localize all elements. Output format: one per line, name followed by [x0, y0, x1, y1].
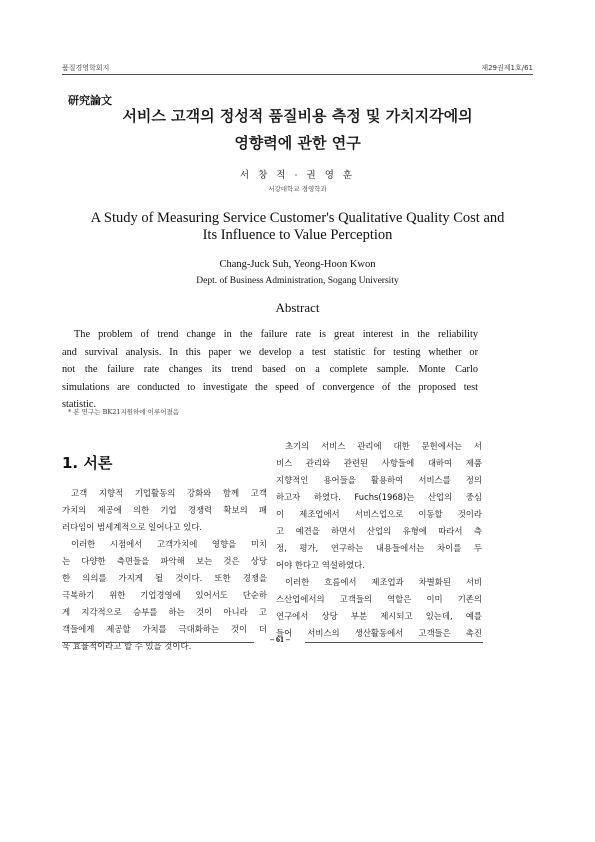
- text-line: 하고자 하였다. Fuchs(1968)는 산업의 중심: [276, 492, 482, 502]
- abstract-line: statistic.: [62, 399, 97, 411]
- page-number: – 61 –: [270, 635, 290, 644]
- header-divider: [62, 74, 533, 75]
- right-column: [276, 438, 482, 642]
- text-line: 지향적인 용어들을 활용하여 서비스를 정의: [276, 475, 482, 485]
- funding-footnote: * 본 연구는 BK21지원하에 이루어졌음: [68, 408, 180, 416]
- text-line: 연구에서 상당 부분 제시되고 있는데, 예를: [276, 611, 482, 621]
- paragraph: [276, 438, 482, 574]
- text-line: 고객 지향적 기업활동의 강화와 함께 고객: [71, 488, 267, 498]
- text-line: 스산업에서의 고객들의 역할은 이미 기존의: [276, 594, 482, 604]
- paragraph: [62, 485, 267, 536]
- korean-authors: 서 창 적 · 권 영 훈: [239, 170, 356, 181]
- text-line: 욱 효율적이라고 할 수 있을 것이다.: [62, 641, 192, 651]
- text-line: 어야 한다고 역설하였다.: [276, 560, 365, 570]
- text-line: 고 예견을 하면서 산업의 유형에 따라서 측: [276, 526, 482, 536]
- abstract-line: not the failure rate changes its trend based on a complete sample. Monte Carlo: [62, 364, 478, 376]
- korean-affiliation: 서강대학교 경영학과: [268, 185, 327, 193]
- english-title-line-2: Its Influence to Value Perception: [202, 227, 393, 243]
- text-line: 이 제조업에서 서비스업으로 이동할 것이라: [276, 509, 482, 519]
- paragraph: [62, 536, 267, 655]
- text-line: 극복하기 위한 기업경영에 있어서도 단순하: [62, 590, 267, 600]
- english-affiliation: Dept. of Business Administration, Sogang University: [196, 276, 399, 286]
- text-line: 객들에게 제공할 가치를 극대화하는 것이 더: [62, 624, 267, 634]
- text-line: 러다임이 범세계적으로 일어나고 있다.: [62, 522, 203, 532]
- text-line: 들어 서비스의 생산활동에서 고객들은 촉진: [276, 628, 482, 638]
- korean-title-line-1: 서비스 고객의 정성적 품질비용 측정 및 가치지각에의: [122, 107, 473, 125]
- text-line: 이러한 시점에서 고객가치에 영향을 미치: [71, 539, 267, 549]
- left-column: [62, 485, 267, 655]
- text-line: 이러한 흐름에서 제조업과 차별화된 서비: [285, 577, 482, 587]
- text-line: 초기의 서비스 관리에 대한 문헌에서는 서: [285, 441, 482, 451]
- text-line: 는 다양한 측면들을 파악해 보는 것은 상당: [62, 556, 267, 566]
- english-title-line-1: A Study of Measuring Service Customer's Qualitative Quality Cost and: [90, 210, 505, 226]
- text-line: 한 의의를 가지게 될 것이다. 또한 경쟁을: [62, 573, 267, 583]
- abstract-line: simulations are conducted to investigate the speed of convergence of the proposed test: [62, 381, 478, 393]
- korean-title-line-2: 영향력에 관한 연구: [234, 134, 361, 152]
- text-line: 비스 관리와 관련된 사항들에 대하여 제품: [276, 458, 482, 468]
- abstract-body: [62, 326, 478, 414]
- section-heading: 1. 서론: [62, 454, 113, 472]
- paragraph: [276, 574, 482, 642]
- text-line: 정, 평가, 연구하는 내용들에서는 차이를 두: [276, 543, 482, 553]
- footer-rule-left: [62, 642, 254, 643]
- abstract-heading: Abstract: [275, 300, 320, 315]
- footer-rule-right: [305, 642, 483, 643]
- abstract-line: and survival analysis. In this paper we develop a test statistic for testing whether or: [62, 346, 478, 358]
- text-line: 가치의 제공에 의한 기업 경쟁력 확보의 패: [62, 505, 267, 515]
- english-authors: Chang-Juck Suh, Yeong-Hoon Kwon: [219, 259, 376, 270]
- journal-name: 품질경영학회지: [62, 64, 110, 72]
- abstract-line: The problem of trend change in the failure rate is great interest in the reliability: [74, 329, 478, 340]
- paper-type-label: 研究論文: [68, 94, 112, 107]
- volume-info: 제29권제1호/61: [481, 64, 533, 72]
- text-line: 게 지각적으로 승부를 하는 것이 아니라 고: [62, 607, 267, 617]
